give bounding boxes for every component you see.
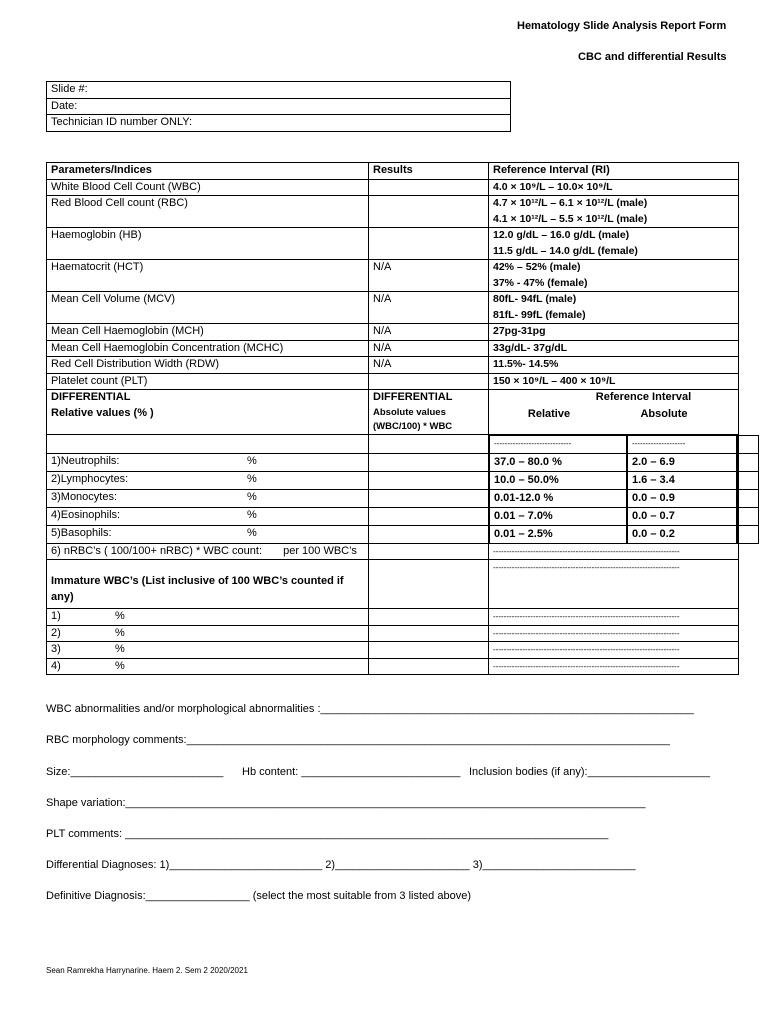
absolute-result[interactable] xyxy=(369,471,489,489)
immature-dash: ---------------------------------------------------------------------- xyxy=(489,658,739,675)
blank-cell xyxy=(47,434,369,453)
percent-sign: % xyxy=(247,526,257,539)
param-row xyxy=(47,340,739,357)
immature-row xyxy=(47,642,739,659)
cbc-results-table xyxy=(46,162,739,675)
relative-values-label: Relative values (% ) xyxy=(51,406,154,419)
col-header-results: Results xyxy=(369,163,489,180)
param-result[interactable] xyxy=(369,196,489,228)
nrbc-row xyxy=(47,543,369,560)
nrbc-label: 6) nRBC’s ( 100/100+ nRBC) * WBC count: xyxy=(51,544,263,557)
param-row xyxy=(47,228,739,260)
technician-id-field[interactable]: Technician ID number ONLY: xyxy=(47,115,511,132)
reference-line: 80fL- 94fL (male) xyxy=(493,293,577,305)
reference-interval-title: Reference Interval xyxy=(595,391,692,403)
param-row xyxy=(47,179,739,196)
cell-name-cell xyxy=(47,489,369,507)
reference-line: 42% – 52% (male) xyxy=(493,261,581,273)
rbc-morphology-line[interactable]: RBC morphology comments:_______________________________________________________________________________ xyxy=(46,734,670,746)
absolute-range: 1.6 – 3.4 xyxy=(627,471,737,490)
param-name: Mean Cell Haemoglobin Concentration (MCHC) xyxy=(47,340,369,357)
extra-box xyxy=(737,525,759,544)
relative-range: 0.01-12.0 % xyxy=(489,489,627,508)
reference-interval-header xyxy=(489,390,739,435)
absolute-formula-label: (WBC/100) * WBC xyxy=(373,420,453,432)
param-result[interactable] xyxy=(369,228,489,260)
relative-dash: ----------------------------- xyxy=(489,435,627,454)
blank-cell xyxy=(369,434,489,453)
param-result[interactable] xyxy=(369,373,489,390)
nrbc-result[interactable] xyxy=(369,543,489,560)
absolute-range: 0.0 – 0.7 xyxy=(627,507,737,526)
slide-info-table xyxy=(46,81,511,132)
cell-name: 5)Basophils: xyxy=(51,526,112,539)
cell-name-cell xyxy=(47,471,369,489)
reference-line: 12.0 g/dL – 16.0 g/dL (male) xyxy=(493,229,630,241)
immature-result[interactable] xyxy=(369,609,489,626)
percent-sign: % xyxy=(115,643,125,655)
relative-range: 0.01 – 2.5% xyxy=(489,525,627,544)
param-result[interactable]: N/A xyxy=(369,340,489,357)
cell-name-cell xyxy=(47,507,369,525)
immature-cell xyxy=(47,625,369,642)
param-row xyxy=(47,357,739,374)
immature-dash: ---------------------------------------------------------------------- xyxy=(489,625,739,642)
param-row xyxy=(47,196,739,228)
param-reference xyxy=(489,228,739,260)
reference-line: 33g/dL- 37g/dL xyxy=(493,341,568,354)
percent-sign: % xyxy=(115,610,125,622)
immature-row xyxy=(47,609,739,626)
reference-line: 37% - 47% (female) xyxy=(493,276,588,289)
param-row xyxy=(47,324,739,341)
param-name: Haemoglobin (HB) xyxy=(47,228,369,260)
relative-label: Relative xyxy=(527,407,571,420)
immature-wbc-title: Immature WBC’s (List inclusive of 100 WBC’s counted if any) xyxy=(47,560,369,609)
absolute-range: 2.0 – 6.9 xyxy=(627,453,737,472)
param-name: Mean Cell Volume (MCV) xyxy=(47,292,369,324)
immature-result[interactable] xyxy=(369,625,489,642)
reference-line: 11.5%- 14.5% xyxy=(493,358,559,370)
cell-name: 2)Lymphocytes: xyxy=(51,472,129,485)
param-name: Platelet count (PLT) xyxy=(47,373,369,390)
nrbc-suffix: per 100 WBC’s xyxy=(283,544,357,557)
cell-name-cell xyxy=(47,453,369,471)
reference-line: 4.7 × 10¹²/L – 6.1 × 10¹²/L (male) xyxy=(493,197,648,209)
absolute-dash: -------------------- xyxy=(627,435,737,454)
reference-line: 27pg-31pg xyxy=(493,325,546,337)
absolute-result[interactable] xyxy=(369,489,489,507)
param-result[interactable]: N/A xyxy=(369,357,489,374)
param-reference xyxy=(489,292,739,324)
param-reference xyxy=(489,324,739,341)
nrbc-dash: ---------------------------------------------------------------------- xyxy=(489,543,739,560)
col-header-reference: Reference Interval (RI) xyxy=(489,163,739,180)
param-name: Mean Cell Haemoglobin (MCH) xyxy=(47,324,369,341)
param-row xyxy=(47,260,739,292)
param-result[interactable]: N/A xyxy=(369,324,489,341)
reference-line: 4.0 × 10⁹/L – 10.0× 10⁹/L xyxy=(493,180,613,193)
param-reference xyxy=(489,260,739,292)
reference-line: 11.5 g/dL – 14.0 g/dL (female) xyxy=(493,244,638,257)
relative-range: 0.01 – 7.0% xyxy=(489,507,627,526)
immature-number: 3) xyxy=(51,643,61,655)
absolute-result[interactable] xyxy=(369,453,489,471)
plt-comments-line[interactable]: PLT comments: _______________________________________________________________________________ xyxy=(46,828,609,840)
immature-number: 4) xyxy=(51,659,61,672)
absolute-label: Absolute xyxy=(640,407,688,420)
param-name: White Blood Cell Count (WBC) xyxy=(47,179,369,196)
param-reference xyxy=(489,340,739,357)
param-reference xyxy=(489,373,739,390)
immature-cell xyxy=(47,642,369,659)
absolute-result[interactable] xyxy=(369,525,489,543)
percent-sign: % xyxy=(247,472,257,485)
differential-label: DIFFERENTIAL xyxy=(51,391,131,403)
immature-cell xyxy=(47,658,369,675)
immature-dash: ---------------------------------------------------------------------- xyxy=(489,609,739,626)
inclusion-bodies-line[interactable]: Inclusion bodies (if any):____________________ xyxy=(469,766,710,778)
differential-diagnoses-line[interactable]: Differential Diagnoses: 1)_________________________ 2)______________________ 3)_________________________ xyxy=(46,859,636,871)
immature-row xyxy=(47,658,739,675)
immature-number: 2) xyxy=(51,626,61,639)
cell-name: 1)Neutrophils: xyxy=(51,454,120,467)
hb-content-line[interactable]: Hb content: __________________________ xyxy=(242,766,461,778)
percent-sign: % xyxy=(115,659,125,672)
extra-box xyxy=(737,453,759,472)
param-reference xyxy=(489,196,739,228)
extra-box xyxy=(737,489,759,508)
absolute-range: 0.0 – 0.9 xyxy=(627,489,737,508)
footer-credit: Sean Ramrekha Harrynarine. Haem 2. Sem 2 2020/2021 xyxy=(46,966,248,975)
extra-box xyxy=(737,471,759,490)
reference-line: 81fL- 99fL (female) xyxy=(493,308,586,321)
param-result[interactable] xyxy=(369,179,489,196)
param-name: Haematocrit (HCT) xyxy=(47,260,369,292)
slide-number-field[interactable]: Slide #: xyxy=(47,82,511,99)
param-row xyxy=(47,292,739,324)
immature-result[interactable] xyxy=(369,560,489,609)
cell-name: 3)Monocytes: xyxy=(51,490,118,503)
cell-name: 4)Eosinophils: xyxy=(51,508,121,521)
percent-sign: % xyxy=(247,454,257,467)
param-reference xyxy=(489,179,739,196)
param-reference xyxy=(489,357,739,374)
reference-line: 150 × 10⁹/L – 400 × 10⁹/L xyxy=(493,374,616,387)
relative-range: 10.0 – 50.0% xyxy=(489,471,627,490)
absolute-result[interactable] xyxy=(369,507,489,525)
immature-dash: ---------------------------------------------------------------------- xyxy=(489,560,739,609)
relative-range: 37.0 – 80.0 % xyxy=(489,453,627,472)
extra-box xyxy=(737,507,759,526)
param-result[interactable]: N/A xyxy=(369,260,489,292)
reference-line: 4.1 × 10¹²/L – 5.5 × 10¹²/L (male) xyxy=(493,212,648,225)
immature-result[interactable] xyxy=(369,642,489,659)
param-row xyxy=(47,373,739,390)
percent-sign: % xyxy=(247,508,257,521)
shape-variation-line[interactable]: Shape variation:_____________________________________________________________________________________ xyxy=(46,797,646,809)
absolute-range: 0.0 – 0.2 xyxy=(627,525,737,544)
differential-absolute-label: DIFFERENTIAL xyxy=(373,391,453,403)
form-title: Hematology Slide Analysis Report Form xyxy=(517,20,727,32)
col-header-parameters: Parameters/Indices xyxy=(47,163,369,180)
immature-result[interactable] xyxy=(369,658,489,675)
param-result[interactable]: N/A xyxy=(369,292,489,324)
absolute-header xyxy=(369,390,489,435)
immature-cell xyxy=(47,609,369,626)
wbc-abnormalities-line[interactable]: WBC abnormalities and/or morphological abnormalities :_____________________________________________________________ xyxy=(46,703,694,715)
percent-sign: % xyxy=(115,626,125,639)
extra-box xyxy=(737,435,759,454)
absolute-values-label: Absolute values xyxy=(373,406,446,418)
immature-dash: ---------------------------------------------------------------------- xyxy=(489,642,739,659)
date-field[interactable]: Date: xyxy=(47,98,511,115)
cell-name-cell xyxy=(47,525,369,543)
param-name: Red Cell Distribution Width (RDW) xyxy=(47,357,369,374)
definitive-diagnosis-line[interactable]: Definitive Diagnosis:_________________ (select the most suitable from 3 listed above) xyxy=(46,890,471,902)
form-subtitle: CBC and differential Results xyxy=(578,51,727,63)
immature-row xyxy=(47,625,739,642)
param-name: Red Blood Cell count (RBC) xyxy=(47,196,369,228)
differential-header xyxy=(47,390,369,435)
percent-sign: % xyxy=(247,490,257,503)
size-line[interactable]: Size:_________________________ xyxy=(46,766,224,778)
immature-number: 1) xyxy=(51,610,61,622)
